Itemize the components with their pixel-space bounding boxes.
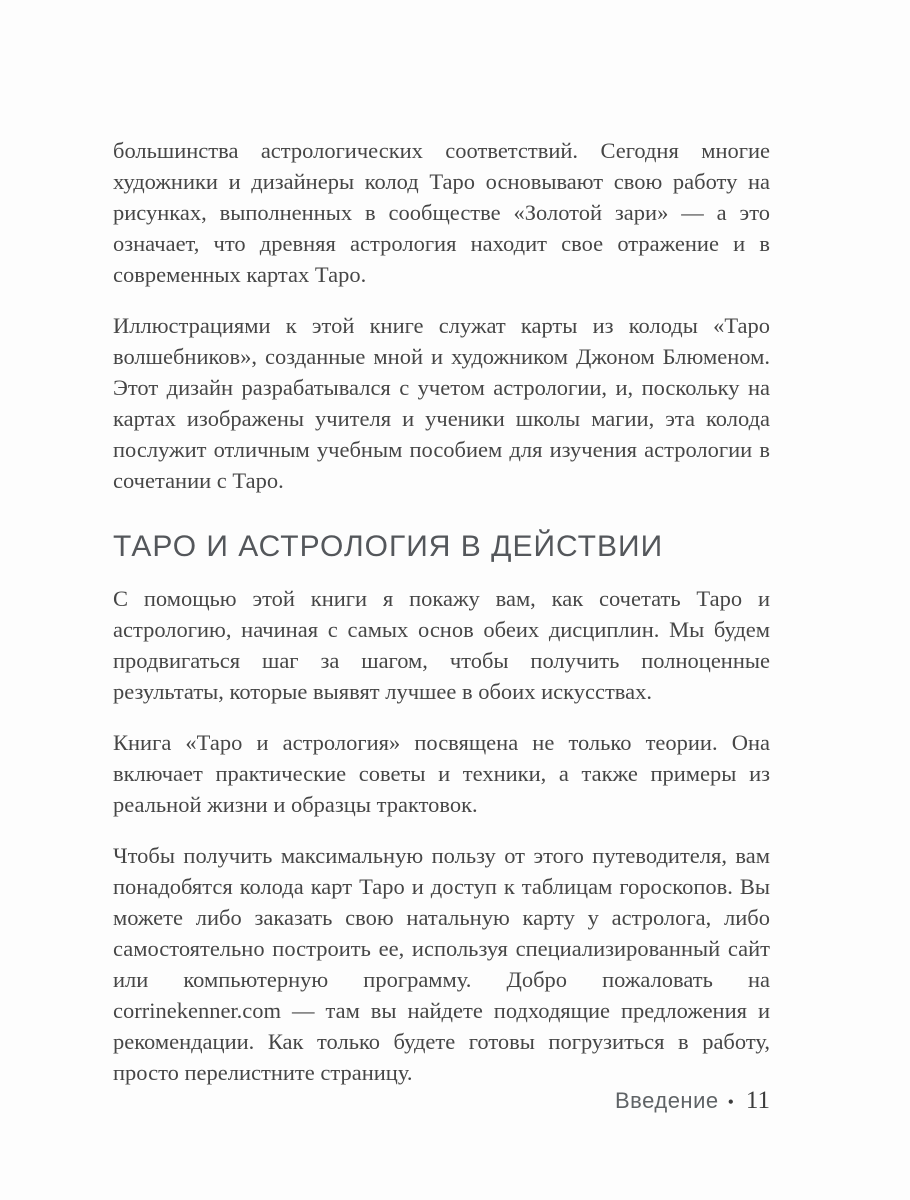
footer-separator-bullet: • <box>727 1092 734 1112</box>
section-paragraph-3: Чтобы получить максимальную пользу от этого путеводителя, вам понадобятся колода карт Таро и доступ к таблицам гороскопов. Вы можете либо заказать свою натальную карту у астролога, либо самостоятельно построить ее, используя специализированный сайт или компьютерную программу. Добро пожаловать на corrinekenner.com — там вы найдете подходящие предложения и рекомендации. Как только будете готовы погрузиться в работу, просто перелистните страницу. <box>113 843 770 1085</box>
page-footer <box>615 1087 770 1115</box>
intro-paragraph-1: большинства астрологических соответствий. Сегодня многие художники и дизайнеры колод Таро основывают свою работу на рисунках, выполненных в сообществе «Золотой зари» — а это означает, что древняя астрология находит свое отражение и в современных картах Таро. <box>113 138 770 287</box>
page-content <box>113 135 770 1108</box>
footer-page-number: 11 <box>745 1087 770 1114</box>
section-paragraph-1: С помощью этой книги я покажу вам, как сочетать Таро и астрологию, начиная с самых основ обеих дисциплин. Мы будем продвигаться шаг за шагом, чтобы получить полноценные результаты, которые выявят лучшее в обоих искусствах. <box>113 586 770 704</box>
section-paragraph-2: Книга «Таро и астрология» посвящена не только теории. Она включает практические советы и техники, а также примеры из реальной жизни и образцы трактовок. <box>113 730 770 817</box>
intro-paragraph-2: Иллюстрациями к этой книге служат карты из колоды «Таро волшебников», созданные мной и художником Джоном Блюменом. Этот дизайн разрабатывался с учетом астрологии, и, поскольку на картах изображены учителя и ученики школы магии, эта колода послужит отличным учебным пособием для изучения астрологии в сочетании с Таро. <box>113 313 770 493</box>
section-heading: ТАРО И АСТРОЛОГИЯ В ДЕЙСТВИИ <box>113 530 664 563</box>
footer-section-label: Введение <box>614 1088 719 1113</box>
